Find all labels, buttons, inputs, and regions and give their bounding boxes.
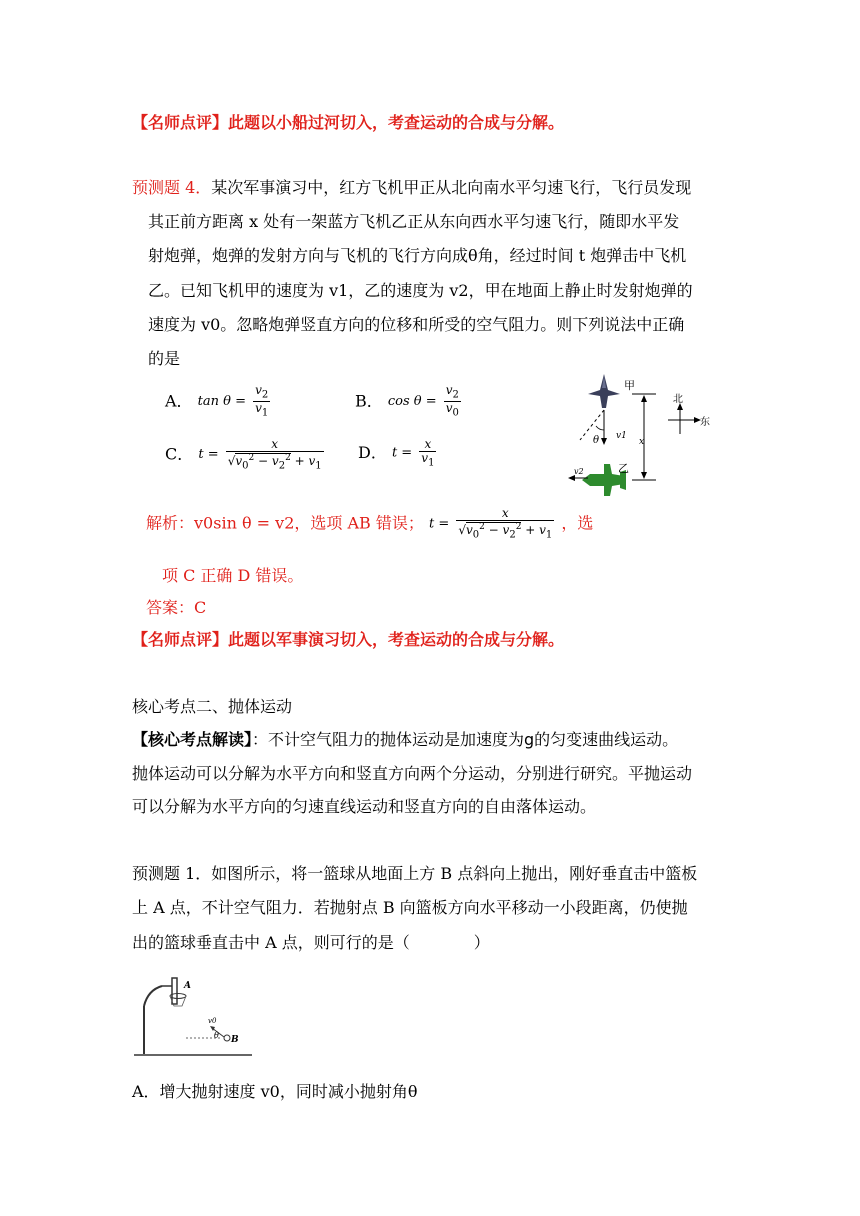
question-1-line-2: 上 A 点，不计空气阻力．若抛射点 B 向篮板方向水平移动一小段距离，仍使抛 [132, 898, 688, 917]
theta-label: θ [214, 1031, 219, 1040]
analysis-line-2: 项 C 正确 D 错误。 [162, 566, 304, 585]
comment-text: 【名师点评】此题以小船过河切入，考查运动的合成与分解。 [132, 113, 565, 132]
analysis-line-1 [146, 507, 593, 541]
question-text: 某次军事演习中，红方飞机甲正从北向南水平匀速飞行，飞行员发现 [211, 178, 692, 197]
question-4-line-6: 的是 [148, 349, 181, 368]
backboard [172, 978, 177, 1004]
question-4-line-2: 其正前方距离 x 处有一架蓝方飞机乙正从东向西水平匀速飞行，随即水平发 [148, 212, 680, 231]
analysis-formula: t = $\frac{x}{√v_0^2 - v_2^2 + v_1}$ [428, 506, 553, 541]
launch-direction-line [580, 410, 604, 440]
option-b[interactable]: B． cos θ = $\frac{v_2}{v_0}$ [355, 383, 459, 419]
analysis-text-2: ，选 [561, 513, 594, 533]
section-title: 核心考点二、抛体运动 [132, 697, 293, 716]
question-4-line-1 [132, 178, 691, 198]
theta-label: θ [593, 435, 600, 446]
question-label: 预测题 4． [132, 178, 212, 197]
option-c[interactable]: C． t = $\frac{x}{√v_0^2 - v_2^2 + v_1}$ [165, 437, 322, 472]
option-label: B． [355, 391, 383, 411]
analysis-text: v0sin θ = v2，选项 AB 错误； [194, 513, 424, 533]
question-1-line-1: 预测题 1．如图所示，将一篮球从地面上方 B 点斜向上抛出，刚好垂直击中篮板 [132, 864, 698, 883]
north-label: 北 [673, 394, 683, 405]
plane-b-label: 乙 [618, 462, 629, 475]
reading-line-1 [132, 730, 678, 750]
reading-line-3: 可以分解为水平方向的匀速直线运动和竖直方向的自由落体运动。 [132, 797, 597, 816]
basketball-icon [224, 1035, 230, 1041]
question-1-line-3: 出的篮球垂直击中 A 点，则可行的是（ ） [132, 933, 490, 952]
question-4-line-5: 速度为 v0。忽略炮弹竖直方向的位移和所受的空气阻力。则下列说法中正确 [148, 315, 685, 334]
reading-line-2: 抛体运动可以分解为水平方向和竖直方向两个分运动，分别进行研究。平抛运动 [132, 764, 693, 783]
v2-label: v2 [574, 467, 584, 476]
answer: 答案：C [146, 598, 207, 617]
point-a-label: A [184, 981, 191, 991]
option-a-basketball[interactable]: A．增大抛射速度 v0，同时减小抛射角θ [132, 1082, 418, 1101]
point-b-label: B [231, 1035, 239, 1045]
teacher-comment [132, 113, 564, 133]
option-d[interactable]: D． t = $\frac{x}{v_1}$ [358, 437, 435, 469]
question-4-line-3: 射炮弹，炮弹的发射方向与飞机的飞行方向成θ角，经过时间 t 炮弹击中飞机 [148, 246, 687, 265]
east-label: 东 [700, 417, 710, 428]
v0-label: v0 [208, 1017, 217, 1025]
plane-diagram [560, 372, 720, 507]
reading-text: ：不计空气阻力的抛体运动是加速度为g的匀变速曲线运动。 [252, 730, 679, 749]
option-label: D． [358, 443, 387, 463]
plane-a-icon [588, 374, 620, 408]
analysis-label: 解析： [146, 513, 195, 533]
option-label: A． [165, 391, 193, 411]
plane-a-label: 甲 [624, 379, 635, 392]
basketball-diagram [132, 976, 254, 1058]
option-label: C． [165, 444, 194, 464]
comment-text: 【名师点评】此题以军事演习切入，考查运动的合成与分解。 [132, 630, 565, 649]
x-label: x [639, 437, 645, 447]
question-4-line-4: 乙。已知飞机甲的速度为 v1，乙的速度为 v2，甲在地面上静止时发射炮弹的 [148, 281, 693, 300]
option-a[interactable]: A． tan θ = $\frac{v_2}{v_1}$ [165, 383, 269, 419]
reading-label: 【核心考点解读】 [132, 730, 253, 749]
v1-label: v1 [616, 431, 627, 441]
teacher-comment-2 [132, 630, 564, 650]
